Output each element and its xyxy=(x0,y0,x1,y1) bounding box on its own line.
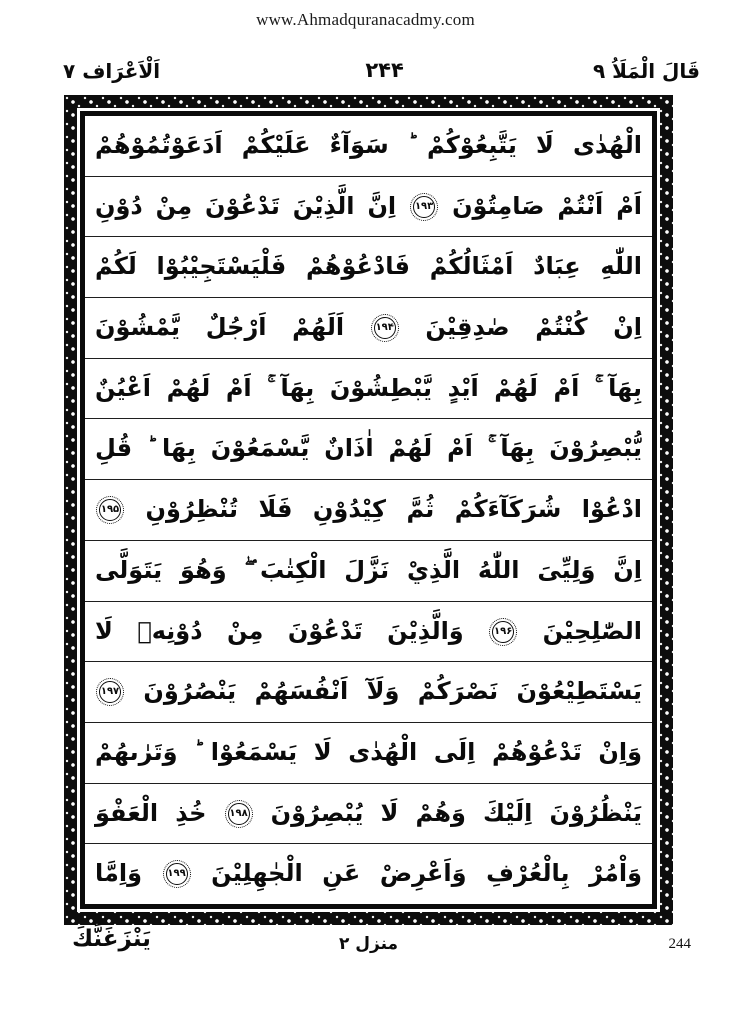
manzil-label: منزل ۲ xyxy=(338,934,399,954)
page-number: 244 xyxy=(668,936,691,952)
quran-line: يَنْظُرُوْنَ اِلَيْكَ وَهُمْ لَا يُبْصِرُوْنَ ۱۹۸ خُذِ الْعَفْوَ xyxy=(85,783,652,844)
quran-line: بِهَآ ۚ اَمْ لَهُمْ اَيْدٍ يَّبْطِشُوْنَ بِهَآ ۚ اَمْ لَهُمْ اَعْيُنٌ xyxy=(85,358,652,419)
page-number-arabic: ۲۴۴ xyxy=(365,58,404,82)
ayah-number-marker: ۱۹۶ xyxy=(492,621,514,643)
text-grid xyxy=(80,111,657,909)
ayah-number-marker: ۱۹۴ xyxy=(374,317,396,339)
quran-line: الْهُدٰى لَا يَتَّبِعُوْكُمْ ؕ سَوَآءٌ عَلَيْكُمْ اَدَعَوْتُمُوْهُمْ xyxy=(95,131,642,160)
quran-line: اِنَّ وَلِيِّىَ اللّٰهُ الَّذِيْ نَزَّلَ الْكِتٰبَ ۖ وَهُوَ يَتَوَلَّى xyxy=(85,540,652,601)
quran-line: اللّٰهِ عِبَادٌ اَمْثَالُكُمْ فَادْعُوْهُمْ فَلْيَسْتَجِيْبُوْا لَكُمْ xyxy=(85,236,652,297)
ayah-number-marker: ۱۹۹ xyxy=(166,863,188,885)
frame-gap xyxy=(77,108,660,912)
quran-line: وَاْمُرْ بِالْعُرْفِ وَاَعْرِضْ عَنِ الْجٰهِلِيْنَ ۱۹۹ وَاِمَّا xyxy=(85,843,652,904)
quran-line: وَاِنْ تَدْعُوْهُمْ اِلَى الْهُدٰى لَا يَسْمَعُوْا ؕ وَتَرٰىهُمْ xyxy=(85,722,652,783)
page-header xyxy=(63,56,700,85)
ornamental-frame xyxy=(64,95,673,925)
quran-line: يُّبْصِرُوْنَ بِهَآ ۚ اَمْ لَهُمْ اٰذَانٌ يَّسْمَعُوْنَ بِهَا ؕ قُلِ xyxy=(85,418,652,479)
ayah-number-marker: ۱۹۸ xyxy=(228,803,250,825)
ayah-number-marker: ۱۹۵ xyxy=(99,499,121,521)
ayah-number-marker: ۱۹۳ xyxy=(413,196,435,218)
ayah-number-marker: ۱۹۷ xyxy=(99,681,121,703)
juz-label: قَالَ الْمَلَاُ ٩ xyxy=(592,59,700,84)
ornament-border xyxy=(64,95,673,925)
quran-line: ادْعُوْا شُرَكَآءَكُمْ ثُمَّ كِيْدُوْنِ فَلَا تُنْظِرُوْنِ ۱۹۵ xyxy=(85,479,652,540)
catchword: يَنْزَغَنَّكَ xyxy=(72,926,151,952)
quran-line: يَسْتَطِيْعُوْنَ نَصْرَكُمْ وَلَآ اَنْفُسَهُمْ يَنْصُرُوْنَ ۱۹۷ xyxy=(85,661,652,722)
quran-line: الصّٰلِحِيْنَ ۱۹۶ وَالَّذِيْنَ تَدْعُوْنَ مِنْ دُوْنِهٖ لَا xyxy=(85,601,652,662)
quran-line: اِنْ كُنْتُمْ صٰدِقِيْنَ ۱۹۴ اَلَهُمْ اَرْجُلٌ يَّمْشُوْنَ xyxy=(85,297,652,358)
surah-label: اَلْاَعْرَاف ٧ xyxy=(63,59,161,84)
quran-line: اَمْ اَنْتُمْ صَامِتُوْنَ ۱۹۳ اِنَّ الَّذِيْنَ تَدْعُوْنَ مِنْ دُوْنِ xyxy=(85,176,652,237)
website-watermark: www.Ahmadquranacadmy.com xyxy=(256,10,475,29)
